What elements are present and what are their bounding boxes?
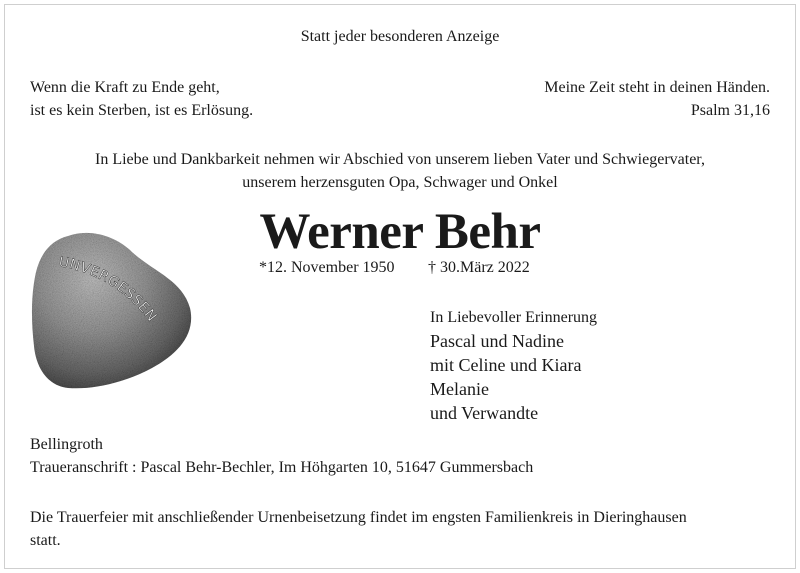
quote-right-line-1: Meine Zeit steht in deinen Händen.: [544, 79, 770, 96]
psalm-reference: Psalm 31,16: [690, 102, 770, 119]
family-line-4: und Verwandte: [430, 403, 539, 423]
death-date: † 30.März 2022: [428, 259, 530, 276]
place-name: Bellingroth: [30, 436, 103, 453]
quote-left-line-2: ist es kein Sterben, ist es Erlösung.: [30, 102, 254, 119]
notice-header: Statt jeder besonderen Anzeige: [300, 28, 500, 45]
heart-stone-image: [28, 228, 196, 392]
birth-date: *12. November 1950: [259, 259, 395, 276]
quote-left-line-1: Wenn die Kraft zu Ende geht,: [30, 79, 220, 96]
family-line-3: Melanie: [430, 379, 489, 399]
intro-line-1: In Liebe und Dankbarkeit nehmen wir Abschied von unserem lieben Vater und Schwiegervater,: [95, 151, 705, 168]
ceremony-line-2: statt.: [30, 532, 61, 549]
family-line-2: mit Celine und Kiara: [430, 355, 582, 375]
stone-engraving: UNVERGESSEN: [57, 254, 160, 326]
intro-line-2: unserem herzensguten Opa, Schwager und Onkel: [242, 174, 558, 191]
deceased-name: Werner Behr: [259, 204, 541, 260]
family-line-1: Pascal und Nadine: [430, 331, 564, 351]
memory-line: In Liebevoller Erinnerung: [430, 309, 598, 326]
ceremony-line-1: Die Trauerfeier mit anschließender Urnenbeisetzung findet im engsten Familienkreis in Dieringhausen: [30, 509, 687, 526]
mourning-address: Traueranschrift : Pascal Behr-Bechler, Im Höhgarten 10, 51647 Gummersbach: [30, 459, 534, 476]
